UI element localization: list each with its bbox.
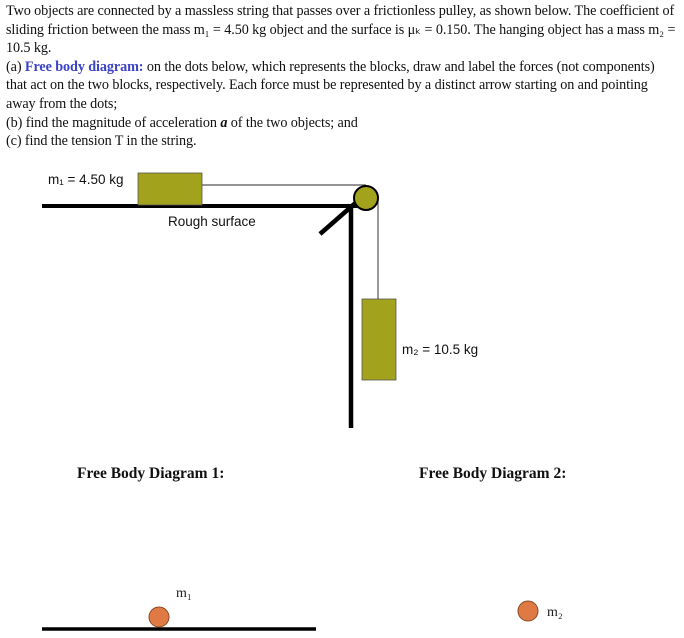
fbd1-dot bbox=[149, 607, 169, 627]
fbd-title-1: Free Body Diagram 1: bbox=[77, 465, 225, 482]
fbd2-dot-label: m₂ bbox=[547, 605, 563, 620]
part-b-prefix: (b) find the magnitude of acceleration bbox=[6, 114, 221, 131]
part-a-text: on the dots below, which represents the blocks, draw and label the forces (not components) that act on the two blocks, respectively. Each force must be represented by a distinct arrow starting on and pointing away from the dots; bbox=[6, 58, 655, 112]
fbd1-dot-label: m₁ bbox=[176, 586, 192, 601]
fbd2-dot bbox=[518, 601, 538, 621]
acceleration-symbol: a bbox=[220, 114, 228, 131]
part-c: (c) find the tension T in the string. bbox=[6, 133, 197, 150]
part-a-prefix: (a) bbox=[6, 58, 25, 75]
problem-intro: Two objects are connected by a massless string that passes over a frictionless pulley, as shown below. The coefficient of sliding friction between the mass m₁ = 4.50 kg object and the surface is μₖ = 0.150. The hanging object has a mass m₂ = 10.5 kg. bbox=[6, 3, 676, 57]
part-b-suffix: of the two objects; and bbox=[227, 114, 358, 131]
m2-label: m₂ = 10.5 kg bbox=[402, 342, 479, 357]
part-a-highlight: Free body diagram: bbox=[24, 58, 144, 75]
m1-label: m₁ = 4.50 kg bbox=[48, 172, 124, 187]
fbd-title-2: Free Body Diagram 2: bbox=[419, 465, 567, 482]
block-m2 bbox=[362, 299, 396, 380]
surface-label: Rough surface bbox=[168, 214, 256, 229]
pulley-wheel bbox=[354, 186, 378, 210]
block-m1 bbox=[138, 173, 202, 205]
